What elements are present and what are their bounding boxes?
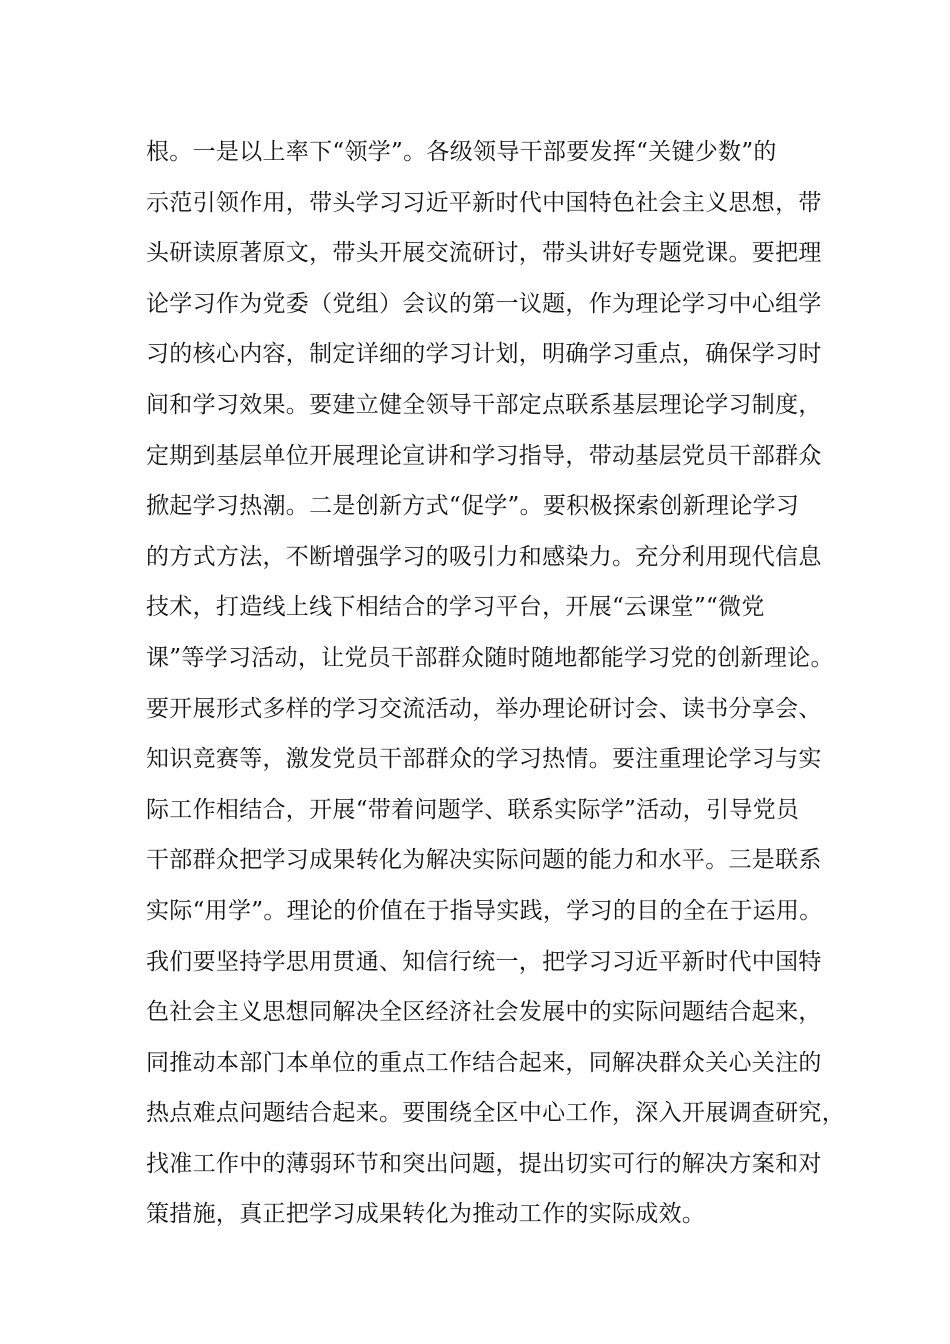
text-line: 间和学习效果。要建立健全领导干部定点联系基层理论学习制度， bbox=[146, 391, 822, 418]
body-paragraph bbox=[146, 133, 846, 1246]
text-line: 要开展形式多样的学习交流活动，举办理论研讨会、读书分享会、 bbox=[146, 695, 822, 722]
text-line: 际工作相结合，开展“带着问题学、联系实际学”活动，引导党员 bbox=[146, 796, 800, 823]
text-line: 的方式方法，不断增强学习的吸引力和感染力。充分利用现代信息 bbox=[146, 543, 822, 570]
text-line: 头研读原著原文，带头开展交流研讨，带头讲好专题党课。要把理 bbox=[146, 240, 822, 267]
text-line: 知识竞赛等，激发党员干部群众的学习热情。要注重理论学习与实 bbox=[146, 746, 822, 773]
text-line: 定期到基层单位开展理论宣讲和学习指导，带动基层党员干部群众 bbox=[146, 442, 822, 469]
text-line: 论学习作为党委（党组）会议的第一议题，作为理论学习中心组学 bbox=[146, 290, 822, 317]
text-line: 课”等学习活动，让党员干部群众随时随地都能学习党的创新理论。 bbox=[146, 644, 834, 671]
text-line: 示范引领作用，带头学习习近平新时代中国特色社会主义思想，带 bbox=[146, 189, 822, 216]
text-line: 习的核心内容，制定详细的学习计划，明确学习重点，确保学习时 bbox=[146, 341, 822, 368]
text-line: 策措施，真正把学习成果转化为推动工作的实际成效。 bbox=[146, 1201, 706, 1228]
text-line: 掀起学习热潮。二是创新方式“促学”。要积极探索创新理论学习 bbox=[146, 493, 800, 520]
text-line: 技术，打造线上线下相结合的学习平台，开展“云课堂”“微党 bbox=[146, 594, 765, 621]
text-line: 实际“用学”。理论的价值在于指导实践，学习的目的全在于运用。 bbox=[146, 897, 823, 924]
text-line: 我们要坚持学思用贯通、知信行统一，把学习习近平新时代中国特 bbox=[146, 948, 822, 975]
text-line: 干部群众把学习成果转化为解决实际问题的能力和水平。三是联系 bbox=[146, 847, 822, 874]
text-line: 热点难点问题结合起来。要围绕全区中心工作，深入开展调查研究， bbox=[146, 1100, 845, 1127]
text-line: 同推动本部门本单位的重点工作结合起来，同解决群众关心关注的 bbox=[146, 1049, 822, 1076]
text-line: 色社会主义思想同解决全区经济社会发展中的实际问题结合起来， bbox=[146, 999, 822, 1026]
text-line: 根。一是以上率下“领学”。各级领导干部要发挥“关键少数”的 bbox=[146, 139, 777, 165]
text-line: 找准工作中的薄弱环节和突出问题，提出切实可行的解决方案和对 bbox=[146, 1150, 822, 1177]
